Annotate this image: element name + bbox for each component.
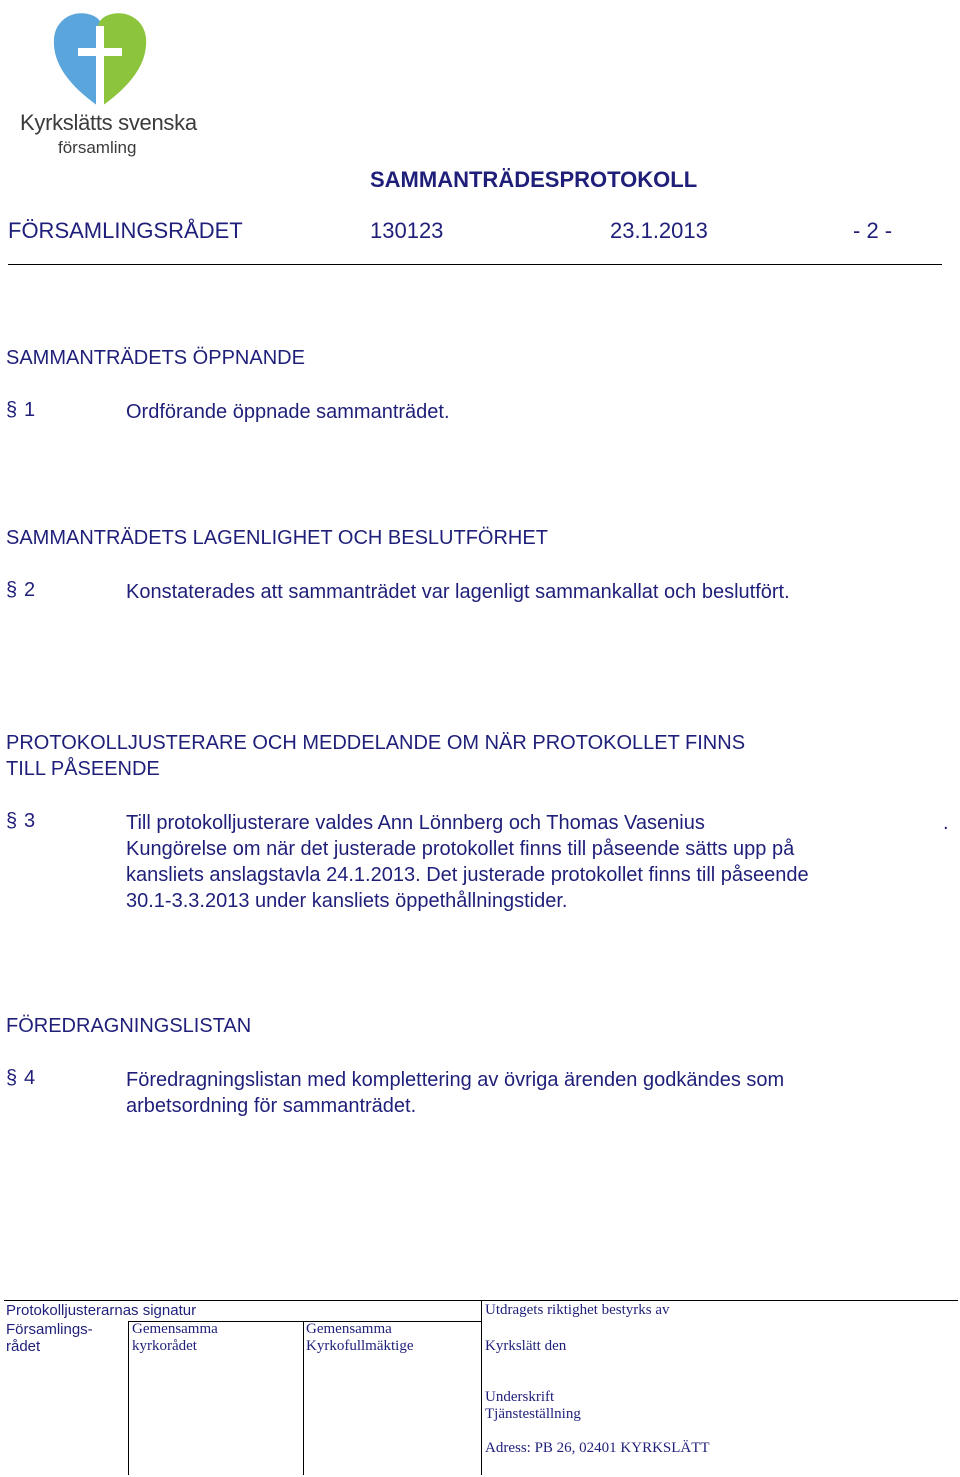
section-text: kansliets anslagstavla 24.1.2013. Det justerade protokollet finns till påseende [126, 864, 809, 886]
footer-col3-line1: Gemensamma [306, 1321, 392, 1337]
section-heading: SAMMANTRÄDETS LAGENLIGHET OCH BESLUTFÖRHET [6, 527, 548, 549]
place-date: Kyrkslätt den [485, 1338, 567, 1354]
section-heading: PROTOKOLLJUSTERARE OCH MEDDELANDE OM NÄR PROTOKOLLET FINNS [6, 732, 746, 754]
logo-subname: församling [58, 138, 137, 157]
section-symbol: § [6, 399, 18, 421]
footer-col2-line2: kyrkorådet [132, 1338, 197, 1354]
section-symbol: § [6, 579, 18, 601]
section-text: Ordförande öppnade sammanträdet. [126, 401, 450, 423]
footer-col-divider [303, 1321, 304, 1475]
section-number: 3 [24, 810, 36, 832]
footer-col1-line1: Församlings- [6, 1321, 93, 1338]
section-text: Kungörelse om när det justerade protokollet finns till påseende sätts upp på [126, 838, 795, 860]
meeting-date: 23.1.2013 [610, 218, 708, 243]
footer-col3-line2: Kyrkofullmäktige [306, 1338, 414, 1354]
footer-col-divider [481, 1300, 482, 1475]
section-text: Till protokolljusterare valdes Ann Lönnberg och Thomas Vasenius [126, 812, 705, 834]
header-divider [8, 264, 942, 265]
meeting-number: 130123 [370, 218, 444, 243]
footer-col-divider [128, 1321, 129, 1475]
address: Adress: PB 26, 02401 KYRKSLÄTT [485, 1440, 710, 1456]
council-name: FÖRSAMLINGSRÅDET [8, 218, 243, 243]
footer-col1-line2: rådet [6, 1338, 41, 1355]
position-label: Tjänsteställning [485, 1406, 581, 1422]
section-number: 1 [24, 399, 36, 421]
footer-col2-line1: Gemensamma [132, 1321, 218, 1337]
section-symbol: § [6, 1067, 18, 1089]
section-number: 2 [24, 579, 36, 601]
section-number: 4 [24, 1067, 36, 1089]
signature-title: Protokolljusterarnas signatur [6, 1302, 197, 1319]
extract-title: Utdragets riktighet bestyrks av [485, 1302, 670, 1318]
logo-name: Kyrkslätts svenska [20, 110, 197, 135]
section-text: arbetsordning för sammanträdet. [126, 1095, 417, 1117]
section-heading: FÖREDRAGNINGSLISTAN [6, 1015, 252, 1037]
section-text: . [943, 812, 949, 834]
signature-label: Underskrift [485, 1389, 555, 1405]
section-heading: TILL PÅSEENDE [6, 758, 160, 780]
page-number: - 2 - [853, 218, 893, 243]
section-text: Konstaterades att sammanträdet var lagenligt sammankallat och beslutfört. [126, 581, 790, 603]
section-heading: SAMMANTRÄDETS ÖPPNANDE [6, 347, 305, 369]
section-text: Föredragningslistan med komplettering av övriga ärenden godkändes som [126, 1069, 785, 1091]
section-symbol: § [6, 810, 18, 832]
document-title: SAMMANTRÄDESPROTOKOLL [370, 167, 698, 192]
section-text: 30.1-3.3.2013 under kansliets öppethållningstider. [126, 890, 568, 912]
